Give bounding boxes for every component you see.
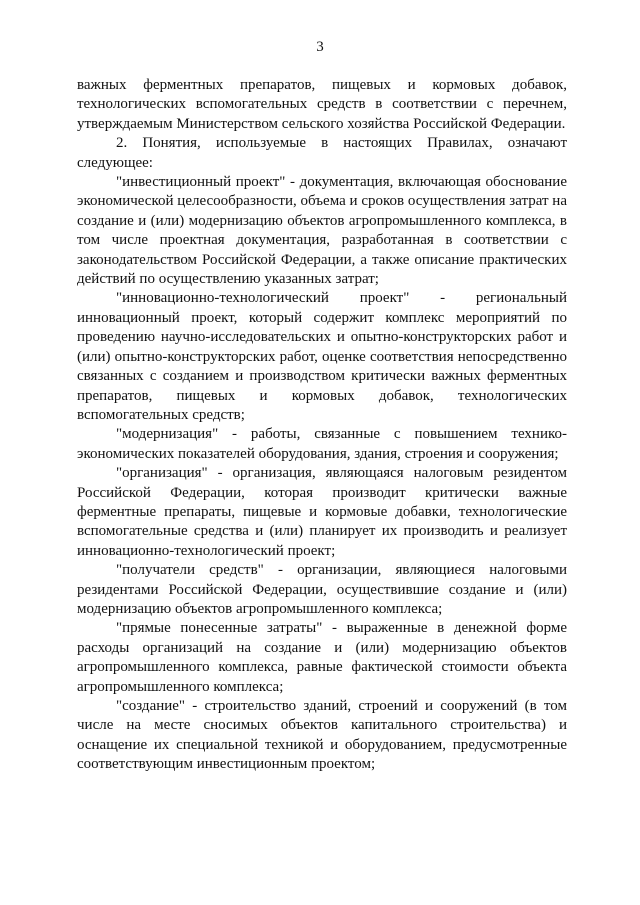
paragraph-creation: "создание" - строительство зданий, строений и сооружений (в том числе на месте сносимых объектов капитального строительства) и оснащение их специальной техникой и оборудованием, предусмотренные соответствующим инвестиционным проектом; [77,698,567,773]
body-text [77,76,567,775]
page-number: 3 [316,39,324,55]
paragraph-fund-recipients: "получатели средств" - организации, являющиеся налоговыми резидентами Российской Федерации, осуществившие создание и (или) модернизацию объектов агропромышленного комплекса; [77,562,567,617]
paragraph-investment-project: "инвестиционный проект" - документация, включающая обоснование экономической целесообразности, объема и сроков осуществления затрат на создание и (или) модернизацию объектов агропромышленного комплекса, в том числе проектная документация, разработанная в соответствии с законодательством Российской Федерации, а также описание практических действий по осуществлению указанных затрат; [77,174,567,288]
paragraph-innovation-project: "инновационно-технологический проект" - региональный инновационный проект, который содержит комплекс мероприятий по проведению научно-исследовательских и опытно-конструкторских работ и (или) опытно-конструкторских работ, оценке соответствия непосредственно связанных с созданием и производством критически важных ферментных препаратов, пищевых и кормовых добавок, технологических вспомогательных средств; [77,290,567,423]
paragraph-terms-intro: 2. Понятия, используемые в настоящих Правилах, означают следующее: [77,135,567,171]
paragraph-modernization: "модернизация" - работы, связанные с повышением технико-экономических показателей оборудования, здания, строения и сооружения; [77,426,567,462]
paragraph-continuation: важных ферментных препаратов, пищевых и кормовых добавок, технологических вспомогательных средств в соответствии с перечнем, утверждаемым Министерством сельского хозяйства Российской Федерации. [77,77,567,132]
paragraph-organization: "организация" - организация, являющаяся налоговым резидентом Российской Федерации, которая производит критически важные ферментные препараты, пищевые и кормовые добавки, технологические вспомогательные средства и (или) планирует их производить и реализует инновационно-технологический проект; [77,465,567,559]
paragraph-direct-costs: "прямые понесенные затраты" - выраженные в денежной форме расходы организаций на создание и (или) модернизацию объектов агропромышленного комплекса, равные фактической стоимости объекта агропромышленного комплекса; [77,620,567,695]
